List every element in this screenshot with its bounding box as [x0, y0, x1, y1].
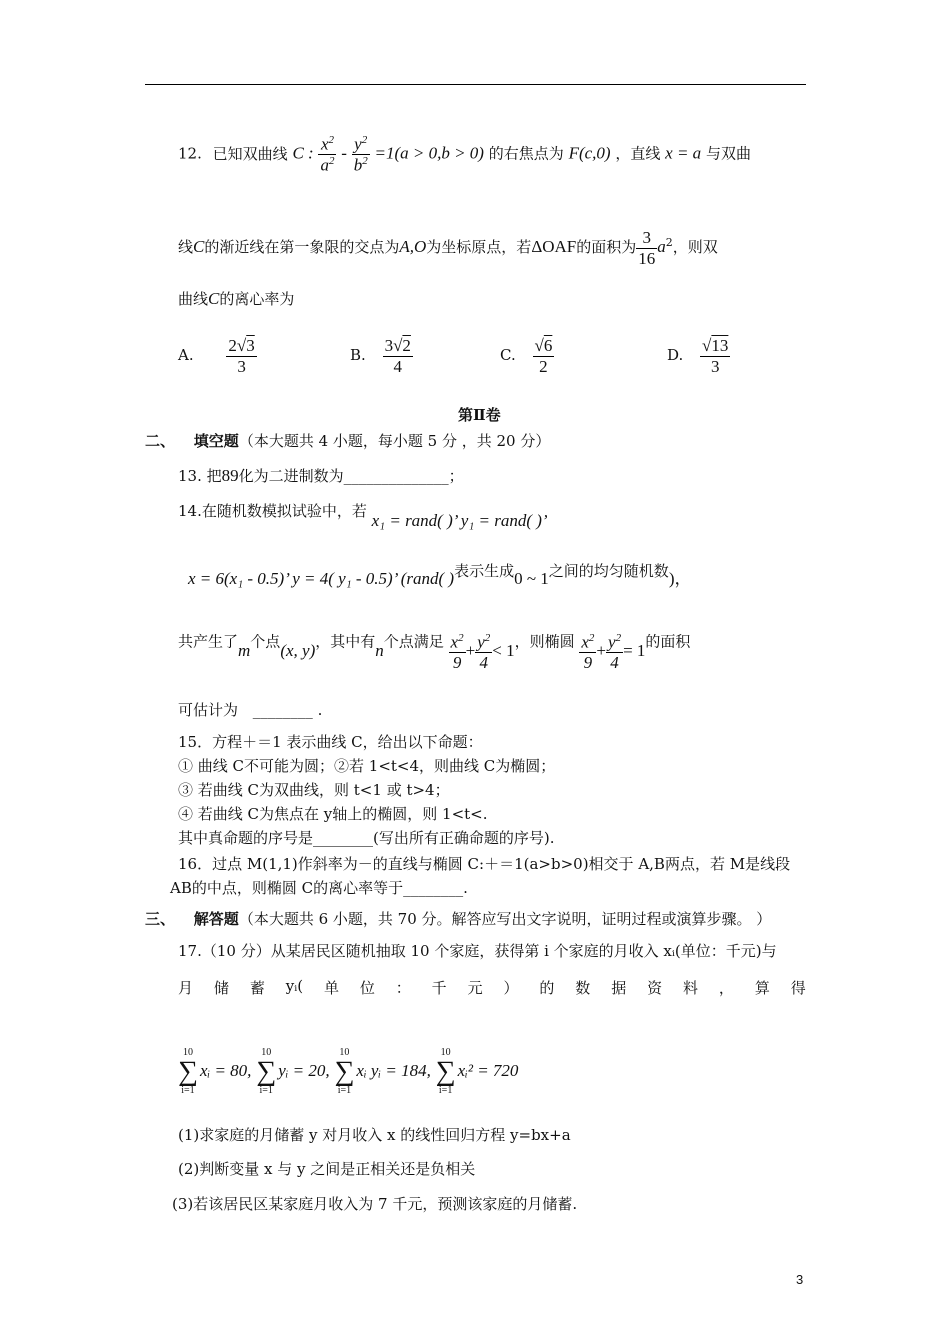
q15-line5: 其中真命题的序号是________(写出所有正确命题的序号).: [178, 829, 555, 847]
q12-line1: [178, 134, 751, 184]
q12-triangle: ΔOAF: [531, 237, 577, 257]
q12-frac-x: $\frac{x^2}{a^2}$: [320, 134, 335, 175]
q14-line2: [188, 556, 692, 588]
q12-option-b: [350, 336, 413, 376]
q17-sums: [178, 1048, 518, 1096]
section2-number: 二、: [145, 432, 176, 450]
q17-char: 的: [539, 979, 555, 997]
q15-line1: 15．方程＋＝1 表示曲线 C，给出以下命题：: [178, 733, 483, 751]
sum-term: xᵢ yᵢ = 184,: [356, 1061, 431, 1080]
q13-text-a: 13. 把: [178, 467, 222, 485]
q17-char: 储: [213, 979, 229, 997]
q14-line2-tail: 之间的均匀随机数: [548, 562, 669, 580]
section2-heading: [145, 430, 550, 451]
q14-transform-eq: x = 6(x₁ - 0.5)’ y = 4( y₁ - 0.5)’ (rand( ): [188, 569, 455, 588]
header-rule: [145, 84, 806, 85]
q14-ellipse-eq: = 1: [623, 641, 646, 661]
q17-char: 料: [683, 979, 699, 997]
q15-line3: ③ 若曲线 C为双曲线，则 t<1 或 t>4；: [178, 781, 450, 799]
q14-plus: +: [465, 641, 476, 661]
option-value: $\frac{3√2}{4}$: [384, 336, 411, 376]
q17-char: 单: [323, 979, 339, 997]
q14-n: n: [375, 641, 384, 661]
option-value: $\frac{√13}{3}$: [702, 336, 729, 376]
q16-line1: 16．过点 M(1,1)作斜率为－的直线与椭圆 C:＋＝1(a>b>0)相交于 A,B两点，若 M是线段: [178, 855, 791, 873]
q14-line1: [178, 500, 548, 530]
q14-line4: [178, 699, 322, 720]
q12-line2-d: 的面积为: [576, 238, 637, 257]
q12-focus: F(c,0): [568, 143, 611, 163]
q15-line2: ① 曲线 C不可能为圆；②若 1<t<4，则曲线 C为椭圆；: [178, 757, 556, 775]
q12-line2-C: C: [193, 237, 205, 257]
q14-line3-a: 共产生了: [178, 632, 239, 651]
option-value: $\frac{2√3}{3}$: [228, 336, 255, 376]
option-label: C.: [500, 346, 516, 365]
q14-line3-f: 的面积: [645, 632, 691, 651]
q17-part3: (3)若该居民区某家庭月收入为 7 千元，预测该家庭的月储蓄.: [172, 1195, 578, 1213]
q14-frac-x9: $\frac{x^2}{9}$: [450, 632, 464, 673]
option-label: A.: [178, 346, 194, 365]
q12-frac-y: $\frac{y^2}{b^2}$: [353, 134, 368, 175]
page-number: 3: [796, 1272, 804, 1287]
q17-char: yᵢ(: [285, 977, 304, 995]
q14-ellipse-frac-y: $\frac{y^2}{4}$: [608, 632, 622, 673]
q12-text-c: ，直线: [615, 144, 661, 163]
q17-char: ）: [503, 979, 519, 997]
q12-line-eq: x = a: [665, 143, 702, 163]
q15: [178, 730, 555, 850]
sum-symbol: 10 ∑ i=1: [334, 1047, 355, 1096]
sum-symbol: 10 ∑ i=1: [178, 1047, 198, 1096]
sum-term: yᵢ = 20,: [278, 1061, 330, 1080]
q14-line2-close: )，: [668, 569, 692, 588]
q17-line1: 17.（10 分）从某居民区随机抽取 10 个家庭，获得第 i 个家庭的月收入 xᵢ(单位：千元)与: [178, 942, 777, 960]
q13-number: 89: [221, 466, 239, 485]
q14-line3-e: ，则椭圆: [514, 632, 575, 651]
section3-number: 三、: [145, 910, 176, 928]
q14-answer-blank: ________: [252, 701, 313, 719]
q12-number: 12.: [178, 144, 202, 163]
q14-range: 0 ~ 1: [514, 569, 549, 588]
q12-line3-b: 的离心率为: [219, 290, 295, 308]
q12-text-b: 的右焦点为: [488, 144, 564, 163]
q12-option-d: [667, 336, 730, 376]
q12-eq-rhs: =1(a > 0,b > 0): [374, 143, 484, 163]
option-label: D.: [667, 346, 684, 365]
q14-line2-text: 表示生成: [454, 562, 515, 580]
q17-char: ，: [718, 979, 734, 997]
sum-term: xᵢ = 80,: [199, 1061, 252, 1080]
q12-line3-a: 曲线: [178, 290, 209, 308]
q13-end: ；: [448, 467, 464, 485]
option-label: B.: [350, 346, 366, 365]
q13-answer-blank: ______________: [343, 467, 449, 485]
q16: [170, 852, 791, 900]
q12-line2-b: 的渐近线在第一象限的交点为: [204, 238, 400, 257]
q14-inequality: < 1: [492, 641, 515, 661]
q12-area-a: a: [657, 237, 666, 257]
q13-text-b: 化为二进制数为: [238, 467, 344, 485]
volume2-title: 第Ⅱ卷: [458, 406, 501, 424]
q15-line4: ④ 若曲线 C为焦点在 y轴上的椭圆，则 1<t<.: [178, 805, 488, 823]
q17-char: 千: [431, 979, 447, 997]
q14-line1-a: 14.在随机数模拟试验中，若: [178, 502, 367, 520]
q12-line2-a: 线: [178, 238, 194, 257]
q14-m: m: [238, 641, 251, 661]
q17-char: 位: [359, 979, 375, 997]
sum-symbol: 10 ∑ i=1: [435, 1047, 456, 1096]
q17-char: ：: [395, 979, 411, 997]
q17-char: 元: [467, 979, 483, 997]
q12-area-frac: $\frac{3}{16}$: [638, 228, 656, 268]
q12-option-a: [178, 336, 257, 376]
q17-line2: [178, 977, 806, 998]
q12-option-c: [500, 336, 554, 376]
q17-char: 资: [647, 979, 663, 997]
q14-line3-b: 个点: [250, 632, 281, 651]
q17-part1: (1)求家庭的月储蓄 y 对月收入 x 的线性回归方程 y=bx+a: [178, 1126, 571, 1144]
section2-title: 填空题: [193, 432, 239, 450]
q14-ellipse-plus: +: [596, 641, 607, 661]
section3-heading: [145, 908, 771, 929]
q14-frac-y4: $\frac{y^2}{4}$: [477, 632, 491, 673]
q12-curve-name: C :: [292, 143, 314, 163]
q14-line4-end: .: [312, 701, 323, 719]
q12-text-d: 与双曲: [705, 144, 751, 163]
sum-term: xᵢ² = 720: [457, 1061, 519, 1080]
section2-desc: （本大题共 4 小题，每小题 5 分 ，共 20 分）: [238, 432, 551, 450]
q14-ellipse-frac-x: $\frac{x^2}{9}$: [581, 632, 595, 673]
q14-rand-eq: x₁ = rand( )’ y₁ = rand( )’: [371, 511, 548, 530]
q17-char: 得: [790, 979, 806, 997]
q17-char: 蓄: [249, 979, 265, 997]
q12-minus: -: [341, 143, 347, 163]
q14-line3-c: ，其中有: [315, 632, 376, 651]
q12-line2-c: 为坐标原点，若: [426, 238, 532, 257]
q14-line4-a: 可估计为: [178, 701, 239, 719]
q17-part2: (2)判断变量 x 与 y 之间是正相关还是负相关: [178, 1160, 476, 1178]
option-value: $\frac{√6}{2}$: [534, 336, 553, 376]
q13: [178, 465, 464, 486]
sum-symbol: 10 ∑ i=1: [256, 1047, 277, 1096]
q12-line2-e: ，则双: [672, 238, 718, 257]
q12-points-AO: A,O: [399, 237, 427, 257]
q12-line3-C: C: [208, 289, 220, 308]
q16-line2: AB的中点，则椭圆 C的离心率等于________.: [170, 879, 468, 897]
q12-line3: [178, 288, 294, 309]
q17-char: 数: [575, 979, 591, 997]
q12-text-a: 已知双曲线: [212, 144, 288, 163]
q14-line3-d: 个点满足: [383, 632, 444, 651]
section3-desc: （本大题共 6 小题，共 70 分。解答应写出文字说明，证明过程或演算步骤。 ）: [238, 910, 772, 928]
q17-char: 月: [178, 979, 194, 997]
q17-char: 据: [611, 979, 627, 997]
q14-point: (x, y): [280, 641, 316, 661]
section3-title: 解答题: [193, 910, 239, 928]
q14-line3: [178, 622, 691, 673]
q17-char: 算: [754, 979, 770, 997]
q12-line2: 线C的渐近线在第一象限的交点为A,O为坐标原点，若ΔOAF的面积为 $\frac{3}{16}$ $a^2$，则双: [178, 228, 718, 268]
